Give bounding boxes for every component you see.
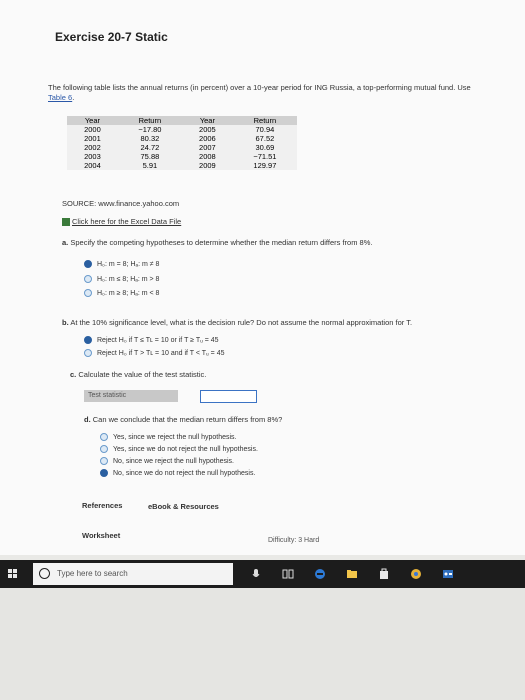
table-cell: 2002 <box>67 143 118 152</box>
table-cell: 2008 <box>182 152 233 161</box>
table-cell: 2004 <box>67 161 118 170</box>
windows-start-icon[interactable] <box>8 569 18 579</box>
table-row <box>67 152 297 161</box>
page-title: Exercise 20-7 Static <box>55 30 168 44</box>
table-cell: 2009 <box>182 161 233 170</box>
table-cell: 2000 <box>67 125 118 134</box>
question-a-text: Specify the competing hypotheses to determine whether the median return differs from 8%. <box>70 238 373 247</box>
radio-selected-icon[interactable] <box>100 469 108 477</box>
radio-icon[interactable] <box>84 275 92 283</box>
excel-file-icon <box>62 218 70 226</box>
radio-icon[interactable] <box>100 445 108 453</box>
option-label: Yes, since we reject the null hypothesis. <box>113 433 237 441</box>
table-cell: 67.52 <box>233 134 297 143</box>
test-statistic-label: Test statistic <box>84 390 178 402</box>
question-b-label: b. <box>62 318 69 327</box>
option-label: Reject H₀ if T ≤ Tʟ = 10 or if T ≥ Tᵤ = 45 <box>97 336 219 344</box>
intro-text <box>48 83 488 103</box>
question-c-text: Calculate the value of the test statistic. <box>78 370 207 379</box>
references-button[interactable]: References <box>82 501 123 510</box>
edge-browser-icon[interactable] <box>314 568 326 580</box>
table-cell: 24.72 <box>118 143 182 152</box>
table-cell: 2001 <box>67 134 118 143</box>
option-d-2[interactable] <box>100 445 258 453</box>
task-view-icon[interactable] <box>282 568 294 580</box>
ebook-resources-button[interactable]: eBook & Resources <box>148 502 219 511</box>
radio-icon[interactable] <box>100 457 108 465</box>
radio-selected-icon[interactable] <box>84 260 92 268</box>
question-c <box>70 370 206 379</box>
returns-table <box>67 116 297 170</box>
table-cell: 80.32 <box>118 134 182 143</box>
radio-icon[interactable] <box>84 349 92 357</box>
table-cell: 30.69 <box>233 143 297 152</box>
option-d-3[interactable] <box>100 457 234 465</box>
question-b-text: At the 10% significance level, what is the decision rule? Do not assume the normal approximation for T. <box>70 318 413 327</box>
table-row <box>67 161 297 170</box>
table-cell: 5.91 <box>118 161 182 170</box>
question-d-label: d. <box>84 415 91 424</box>
worksheet-button[interactable]: Worksheet <box>82 531 121 540</box>
header-year-2: Year <box>182 116 233 125</box>
cortana-icon <box>39 568 50 579</box>
header-return-2: Return <box>233 116 297 125</box>
option-label: H₀: m ≥ 8; Hₐ: m < 8 <box>97 289 160 297</box>
app-icon[interactable] <box>442 568 454 580</box>
header-year-1: Year <box>67 116 118 125</box>
option-label: Yes, since we do not reject the null hypothesis. <box>113 445 258 453</box>
file-explorer-icon[interactable] <box>346 568 358 580</box>
radio-selected-icon[interactable] <box>84 336 92 344</box>
question-d <box>84 415 282 424</box>
question-b <box>62 318 412 327</box>
search-placeholder: Type here to search <box>57 569 128 578</box>
excel-link-label[interactable]: Click here for the Excel Data File <box>72 217 182 226</box>
table-row <box>67 134 297 143</box>
header-return-1: Return <box>118 116 182 125</box>
table-cell: −71.51 <box>233 152 297 161</box>
table-cell: 2006 <box>182 134 233 143</box>
table-cell: 2003 <box>67 152 118 161</box>
option-label: Reject H₀ if T > Tʟ = 10 and if T < Tᵤ = 45 <box>97 349 225 357</box>
option-a-2[interactable] <box>84 275 159 283</box>
table-6-link[interactable]: Table 6 <box>48 93 73 102</box>
table-cell: 129.97 <box>233 161 297 170</box>
option-label: H₀: m ≤ 8; Hₐ: m > 8 <box>97 275 160 283</box>
table-row <box>67 143 297 152</box>
source-text: SOURCE: www.finance.yahoo.com <box>62 199 180 208</box>
chrome-icon[interactable] <box>410 568 422 580</box>
option-a-1[interactable] <box>84 260 159 268</box>
radio-icon[interactable] <box>84 289 92 297</box>
windows-taskbar <box>0 560 525 588</box>
intro-body: The following table lists the annual returns (in percent) over a 10-year period for ING Russia, a top-performing mutual fund. Use <box>48 83 471 92</box>
table-row <box>67 125 297 134</box>
question-d-text: Can we conclude that the median return differs from 8%? <box>92 415 283 424</box>
store-icon[interactable] <box>378 568 390 580</box>
table-cell: −17.80 <box>118 125 182 134</box>
option-label: No, since we reject the null hypothesis. <box>113 457 235 465</box>
option-label: No, since we do not reject the null hypothesis. <box>113 469 256 477</box>
option-label: H₀: m = 8; Hₐ: m ≠ 8 <box>97 260 160 268</box>
question-a-label: a. <box>62 238 69 247</box>
option-a-3[interactable] <box>84 289 159 297</box>
taskbar-search-box[interactable] <box>33 563 233 585</box>
radio-icon[interactable] <box>100 433 108 441</box>
excel-link[interactable] <box>62 217 181 226</box>
question-c-label: c. <box>70 370 77 379</box>
question-a <box>62 238 372 247</box>
intro-end: . <box>72 93 75 102</box>
table-cell: 75.88 <box>118 152 182 161</box>
table-cell: 2005 <box>182 125 233 134</box>
option-b-1[interactable] <box>84 336 219 344</box>
microphone-icon[interactable] <box>250 568 262 580</box>
table-cell: 2007 <box>182 143 233 152</box>
test-statistic-input[interactable] <box>200 390 257 403</box>
option-d-1[interactable] <box>100 433 236 441</box>
table-cell: 70.94 <box>233 125 297 134</box>
option-d-4[interactable] <box>100 469 255 477</box>
difficulty-label: Difficulty: 3 Hard <box>268 537 320 544</box>
desk-background <box>0 588 525 700</box>
option-b-2[interactable] <box>84 349 224 357</box>
